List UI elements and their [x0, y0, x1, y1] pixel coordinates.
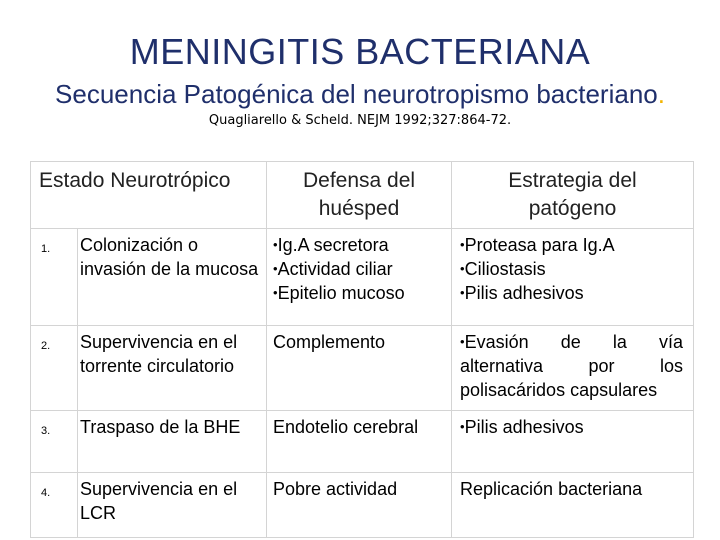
bullet: • [460, 419, 465, 434]
bullet: • [273, 285, 278, 300]
host-item-text: Ig.A secretora [277, 235, 389, 255]
host-cell: Pobre actividad [267, 473, 452, 538]
table-header-row [31, 162, 694, 229]
citation: Quagliarello & Scheld. NEJM 1992;327:864-72. [208, 113, 512, 128]
host-item-text: Epitelio mucoso [277, 283, 405, 303]
pathogen-cell [452, 229, 694, 326]
host-item [273, 281, 451, 305]
host-cell: Complemento [267, 326, 452, 411]
row-number: 3. [31, 411, 78, 473]
row-number: 4. [31, 473, 78, 538]
bullet: • [273, 237, 278, 252]
row-number: 2. [31, 326, 78, 411]
bullet: • [460, 261, 465, 276]
header-stage: Estado Neurotrópico [31, 162, 267, 229]
bullet: • [460, 237, 465, 252]
header-host-defense [267, 162, 452, 229]
pathogen-item-text: Pilis adhesivos [464, 417, 584, 437]
pathogen-item [460, 257, 683, 281]
host-cell [267, 229, 452, 326]
host-item [273, 233, 451, 257]
table-row [31, 326, 694, 411]
subtitle-dot: . [657, 79, 665, 109]
row-number: 1. [31, 229, 78, 326]
stage-cell: Traspaso de la BHE [78, 411, 267, 473]
pathogen-item [460, 233, 683, 257]
pathogen-item-text: Pilis adhesivos [464, 283, 584, 303]
pathogen-item-text: Evasión de la vía alternativa por los polisacáridos capsulares [460, 332, 684, 400]
pathogen-cell: Replicación bacteriana [452, 473, 694, 538]
header-pathogen-line2: patógeno [528, 197, 617, 220]
host-item-text: Actividad ciliar [277, 259, 393, 279]
bullet: • [460, 285, 465, 300]
bullet: • [460, 334, 465, 349]
pathogen-item-text: Ciliostasis [464, 259, 546, 279]
host-cell: Endotelio cerebral [267, 411, 452, 473]
subtitle-text: Secuencia Patogénica del neurotropismo bacteriano [55, 79, 658, 109]
stage-cell: Supervivencia en el LCR [78, 473, 267, 538]
pathogen-item [460, 281, 683, 305]
header-pathogen-strategy [452, 162, 694, 229]
bullet: • [273, 261, 278, 276]
pathogenesis-table [30, 161, 694, 538]
pathogen-item-text: Proteasa para Ig.A [464, 235, 615, 255]
stage-cell: Colonización o invasión de la mucosa [78, 229, 267, 326]
header-host-line2: huésped [318, 197, 400, 220]
host-item [273, 257, 451, 281]
stage-cell: Supervivencia en el torrente circulatorio [78, 326, 267, 411]
header-host-line1: Defensa del [302, 169, 416, 192]
slide-subtitle [0, 77, 720, 111]
header-pathogen-line1: Estrategia del [508, 169, 637, 192]
table-row [31, 229, 694, 326]
table-row [31, 411, 694, 473]
pathogen-cell [452, 326, 694, 411]
pathogen-cell [452, 411, 694, 473]
slide-title: MENINGITIS BACTERIANA [129, 31, 591, 72]
table-row [31, 473, 694, 538]
